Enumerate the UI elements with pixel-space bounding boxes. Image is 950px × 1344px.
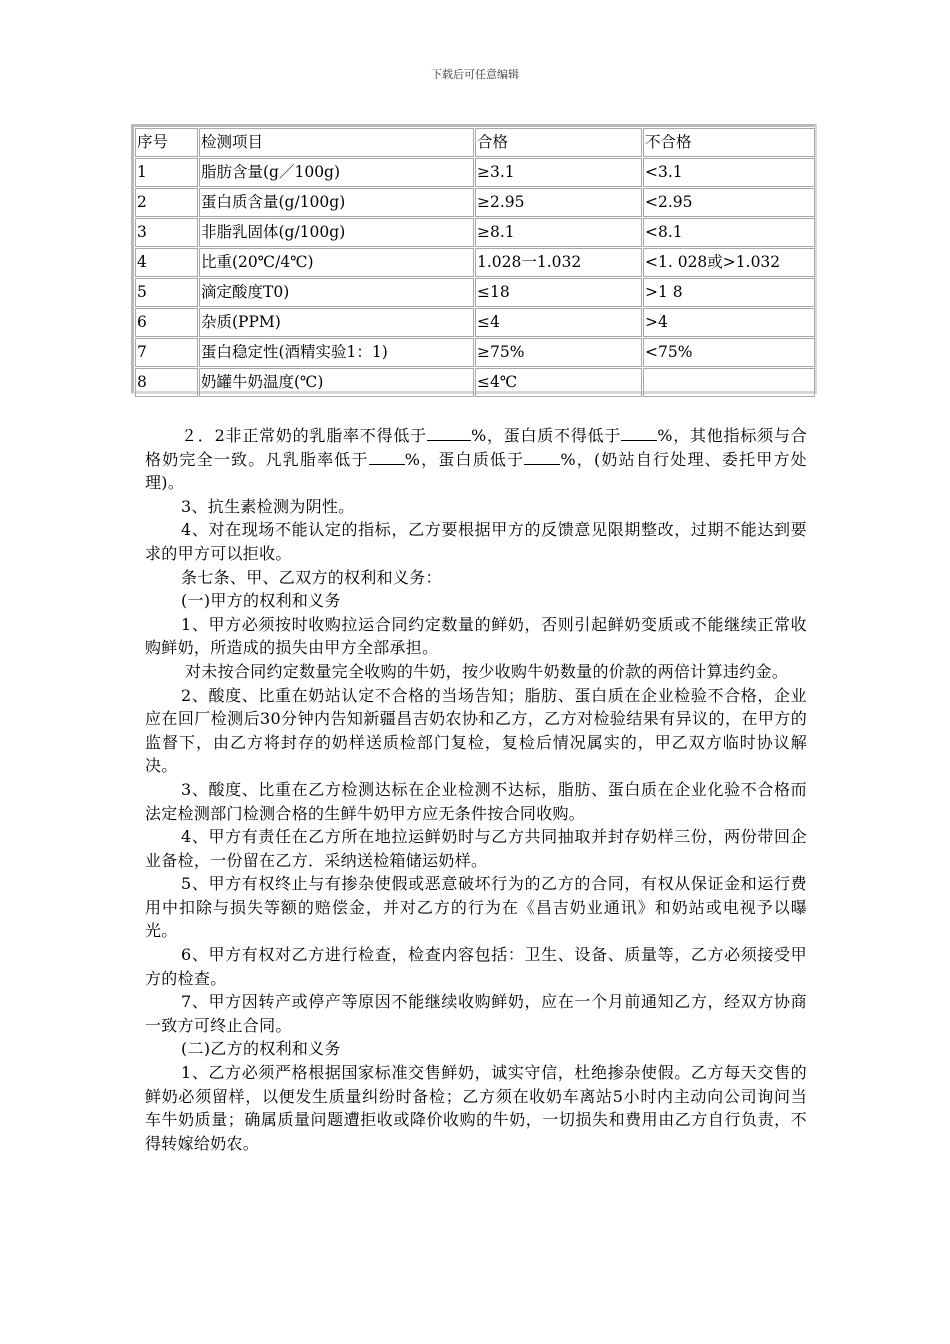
table-header-row (135, 128, 815, 157)
paragraph: 6、甲方有权对乙方进行检查，检查内容包括：卫生、设备、质量等，乙方必须接受甲方的检查。 (145, 945, 807, 988)
paragraph: 对未按合同约定数量完全收购的牛奶，按少收购牛奶数量的价款的两倍计算违约金。 (185, 661, 789, 681)
paragraph: 3、酸度、比重在乙方检测达标在企业检测不达标，脂肪、蛋白质在企业化验不合格而法定检测部门检测合格的生鲜牛奶甲方应无条件按合同收购。 (145, 779, 807, 823)
page-header: 下载后可任意编辑 (431, 68, 519, 81)
pass-value: ≥2.95 (475, 188, 642, 217)
clause-text: ２．2非正常奶的乳脂率不得低于 (181, 426, 427, 445)
pass-value: ≤4 (475, 308, 642, 337)
table-row (135, 368, 815, 397)
table-row (135, 308, 815, 337)
paragraph: 1、甲方必须按时收购拉运合同约定数量的鲜奶，否则引起鲜奶变质或不能继续正常收购鲜奶，所造成的损失由甲方全部承担。 (145, 614, 807, 658)
subsection-heading: (二)乙方的权利和义务 (181, 1039, 341, 1059)
subsection-heading: (一)甲方的权利和义务 (181, 591, 341, 611)
test-item: 蛋白稳定性(酒精实验1：1) (199, 338, 474, 367)
clause-text: %，蛋白质低于 (404, 449, 525, 469)
column-header: 合格 (475, 128, 642, 157)
paragraph: 4、甲方有责任在乙方所在地拉运鲜奶时与乙方共同抽取并封存奶样三份，两份带回企业备检，一份留在乙方．采纳送检箱储运奶样。 (145, 827, 807, 870)
fail-value: <3.1 (643, 158, 815, 187)
fail-value: <8.1 (643, 218, 815, 247)
table-row (135, 338, 815, 367)
paragraph: 3、抗生素检测为阴性。 (181, 496, 355, 516)
row-number: 1 (135, 158, 198, 187)
pass-value: 1.028一1.032 (475, 248, 642, 277)
test-item: 滴定酸度T0) (199, 278, 474, 307)
test-item: 非脂乳固体(g/100g) (199, 218, 474, 247)
row-number: 4 (135, 248, 198, 277)
test-item: 蛋白质含量(g/100g) (199, 188, 474, 217)
fill-blank (621, 425, 657, 441)
pass-value: ≥8.1 (475, 218, 642, 247)
paragraph: 1、乙方必须严格根据国家标准交售鲜奶，诚实守信，杜绝掺杂使假。乙方每天交售的鲜奶必须留样，以便发生质量纠纷时备检；乙方须在收奶车离站5小时内主动向公司询问当车牛奶质量；确属质量问题遭拒收或降价收购的牛奶，一切损失和费用由乙方自行负责，不得转嫁给奶农。 (145, 1063, 807, 1153)
table-row (135, 278, 815, 307)
row-number: 8 (135, 368, 198, 397)
test-item: 脂肪含量(g／100g) (199, 158, 474, 187)
paragraph: 5、甲方有权终止与有掺杂使假或恶意破坏行为的乙方的合同，有权从保证金和运行费用中扣除与损失等额的赔偿金，并对乙方的行为在《昌吉奶业通讯》和奶站或电视予以曝光。 (145, 874, 807, 941)
contract-body (145, 424, 807, 1155)
clause-text: %，(奶站自行处理、委托甲方处理)。 (145, 449, 807, 493)
fill-blank (427, 425, 471, 441)
fail-value: <1. 028或>1.032 (643, 248, 815, 277)
test-item: 奶罐牛奶温度(℃) (199, 368, 474, 397)
pass-value: ≤4℃ (475, 368, 642, 397)
clause-text: %，蛋白质不得低于 (470, 426, 622, 445)
test-item: 比重(20℃/4℃) (199, 248, 474, 277)
inspection-table (131, 124, 817, 394)
fail-value: <2.95 (643, 188, 815, 217)
row-number: 5 (135, 278, 198, 307)
pass-value: ≥75% (475, 338, 642, 367)
paragraph: 4、对在现场不能认定的指标，乙方要根据甲方的反馈意见限期整改，过期不能达到要求的甲方可以拒收。 (145, 520, 807, 563)
fail-value: >4 (643, 308, 815, 337)
table-row (135, 188, 815, 217)
fail-value: <75% (643, 338, 815, 367)
row-number: 2 (135, 188, 198, 217)
table-row (135, 248, 815, 277)
test-item: 杂质(PPM) (199, 308, 474, 337)
section-heading: 条七条、甲、乙双方的权利和义务： (181, 567, 442, 587)
fail-value (643, 368, 815, 397)
fill-blank (524, 449, 560, 465)
fail-value: >1 8 (643, 278, 815, 307)
column-header: 检测项目 (199, 128, 474, 157)
column-header: 序号 (135, 128, 198, 157)
paragraph: 7、甲方因转产或停产等原因不能继续收购鲜奶，应在一个月前通知乙方，经双方协商一致方可终止合同。 (145, 992, 807, 1035)
table-row (135, 218, 815, 247)
clause-text: %，其他指标须与合格奶完全一致。凡乳脂率低于 (145, 426, 807, 469)
pass-value: ≤18 (475, 278, 642, 307)
row-number: 3 (135, 218, 198, 247)
table-row (135, 158, 815, 187)
fill-blank (369, 449, 405, 465)
pass-value: ≥3.1 (475, 158, 642, 187)
row-number: 6 (135, 308, 198, 337)
row-number: 7 (135, 338, 198, 367)
paragraph (145, 424, 807, 495)
column-header: 不合格 (643, 128, 815, 157)
paragraph: 2、酸度、比重在奶站认定不合格的当场告知；脂肪、蛋白质在企业检验不合格，企业应在回厂检测后30分钟内告知新疆昌吉奶农协和乙方，乙方对检验结果有异议的，在甲方的监督下，由乙方将封存的奶样送质检部门复检，复检后情况属实的，甲乙双方临时协议解决。 (145, 685, 807, 776)
